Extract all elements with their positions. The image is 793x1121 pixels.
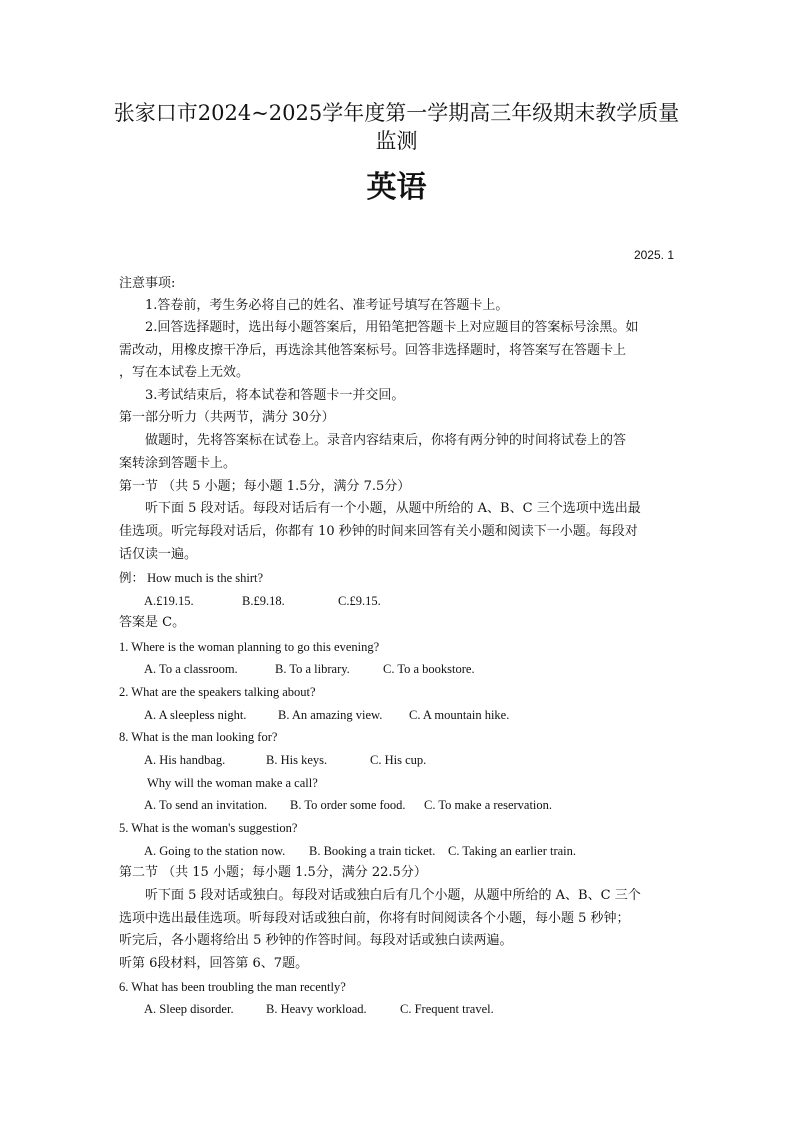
exam-title-line1: 张家口市2024~2025学年度第一学期高三年级期末教学质量 bbox=[113, 101, 680, 125]
subject-title: 英语 bbox=[366, 170, 427, 205]
notes-item-2-line3: ，写在本试卷上无效。 bbox=[119, 365, 250, 380]
question-6-option-a: A. Sleep disorder. bbox=[144, 1002, 234, 1016]
notes-item-2-line1: 2.回答选择题时，选出每小题答案后，用铅笔把答题卡上对应题目的答案标号涂黑。如 bbox=[145, 320, 639, 335]
part1-intro-line1: 做题时，先将答案标在试卷上。录音内容结束后，你将有两分钟的时间将试卷上的答 bbox=[145, 433, 627, 448]
notes-item-1: 1.答卷前，考生务必将自己的姓名、准考证号填写在答题卡上。 bbox=[145, 298, 509, 313]
part1-intro-line2: 案转涂到答题卡上。 bbox=[119, 456, 237, 471]
question-4-option-c: C. To make a reservation. bbox=[424, 798, 553, 812]
question-2-option-b: B. An amazing view. bbox=[278, 708, 383, 722]
notes-heading: 注意事项: bbox=[119, 276, 176, 291]
question-5-option-b: B. Booking a train ticket. bbox=[309, 844, 436, 858]
question-2: 2. What are the speakers talking about? bbox=[119, 685, 316, 699]
section2-material: 听第 6段材料，回答第 6、7题。 bbox=[119, 956, 309, 971]
question-1: 1. Where is the woman planning to go this evening? bbox=[119, 640, 380, 654]
example-option-a: A.£19.15. bbox=[144, 594, 194, 608]
section1-intro-line3: 话仅读一遍。 bbox=[119, 547, 198, 562]
example-answer: 答案是 C。 bbox=[119, 615, 186, 630]
section2-intro-line1: 听下面 5 段对话或独白。每段对话或独白后有几个小题，从题中所给的 A、B、C 三个 bbox=[145, 888, 641, 903]
question-3-option-b: B. His keys. bbox=[266, 753, 328, 767]
question-2-option-c: C. A mountain hike. bbox=[409, 708, 510, 722]
question-5: 5. What is the woman's suggestion? bbox=[119, 821, 298, 835]
question-6-option-c: C. Frequent travel. bbox=[400, 1002, 494, 1016]
question-2-option-a: A. A sleepless night. bbox=[144, 708, 247, 722]
exam-title-line2: 监测 bbox=[375, 129, 418, 153]
exam-date: 2025. 1 bbox=[633, 248, 674, 262]
section2-intro-line2: 选项中选出最佳选项。听每段对话或独白前，你将有时间阅读各个小题，每小题 5 秒钟； bbox=[119, 911, 630, 926]
question-3-option-c: C. His cup. bbox=[370, 753, 427, 767]
question-1-option-b: B. To a library. bbox=[275, 662, 350, 676]
question-3: 8. What is the man looking for? bbox=[119, 730, 278, 744]
question-4-option-b: B. To order some food. bbox=[290, 798, 406, 812]
example-option-c: C.£9.15. bbox=[338, 594, 381, 608]
question-1-option-a: A. To a classroom. bbox=[144, 662, 238, 676]
question-3-option-a: A. His handbag. bbox=[144, 753, 226, 767]
example-option-b: B.£9.18. bbox=[242, 594, 285, 608]
example-question: 例： How much is the shirt? bbox=[119, 571, 264, 585]
question-4: Why will the woman make a call? bbox=[147, 776, 318, 790]
notes-item-3: 3.考试结束后，将本试卷和答题卡一并交回。 bbox=[145, 388, 405, 403]
question-6: 6. What has been troubling the man recently? bbox=[119, 980, 346, 994]
question-5-option-c: C. Taking an earlier train. bbox=[448, 844, 577, 858]
part1-heading: 第一部分听力（共两节，满分 30分） bbox=[119, 410, 335, 425]
question-1-option-c: C. To a bookstore. bbox=[383, 662, 475, 676]
section2-intro-line3: 听完后，各小题将给出 5 秒钟的作答时间。每段对话或独白读两遍。 bbox=[119, 933, 513, 948]
notes-item-2-line2: 需改动，用橡皮擦干净后，再选涂其他答案标号。回答非选择题时，将答案写在答题卡上 bbox=[119, 343, 627, 358]
section1-intro-line2: 佳选项。听完每段对话后，你都有 10 秒钟的时间来回答有关小题和阅读下一小题。每段对 bbox=[119, 524, 638, 539]
question-6-option-b: B. Heavy workload. bbox=[266, 1002, 367, 1016]
section1-heading: 第一节 （共 5 小题；每小题 1.5分，满分 7.5分） bbox=[119, 479, 411, 494]
section2-heading: 第二节 （共 15 小题；每小题 1.5分，满分 22.5分） bbox=[119, 865, 427, 880]
question-5-option-a: A. Going to the station now. bbox=[144, 844, 286, 858]
question-4-option-a: A. To send an invitation. bbox=[144, 798, 268, 812]
section1-intro-line1: 听下面 5 段对话。每段对话后有一个小题，从题中所给的 A、B、C 三个选项中选出最 bbox=[145, 501, 641, 516]
